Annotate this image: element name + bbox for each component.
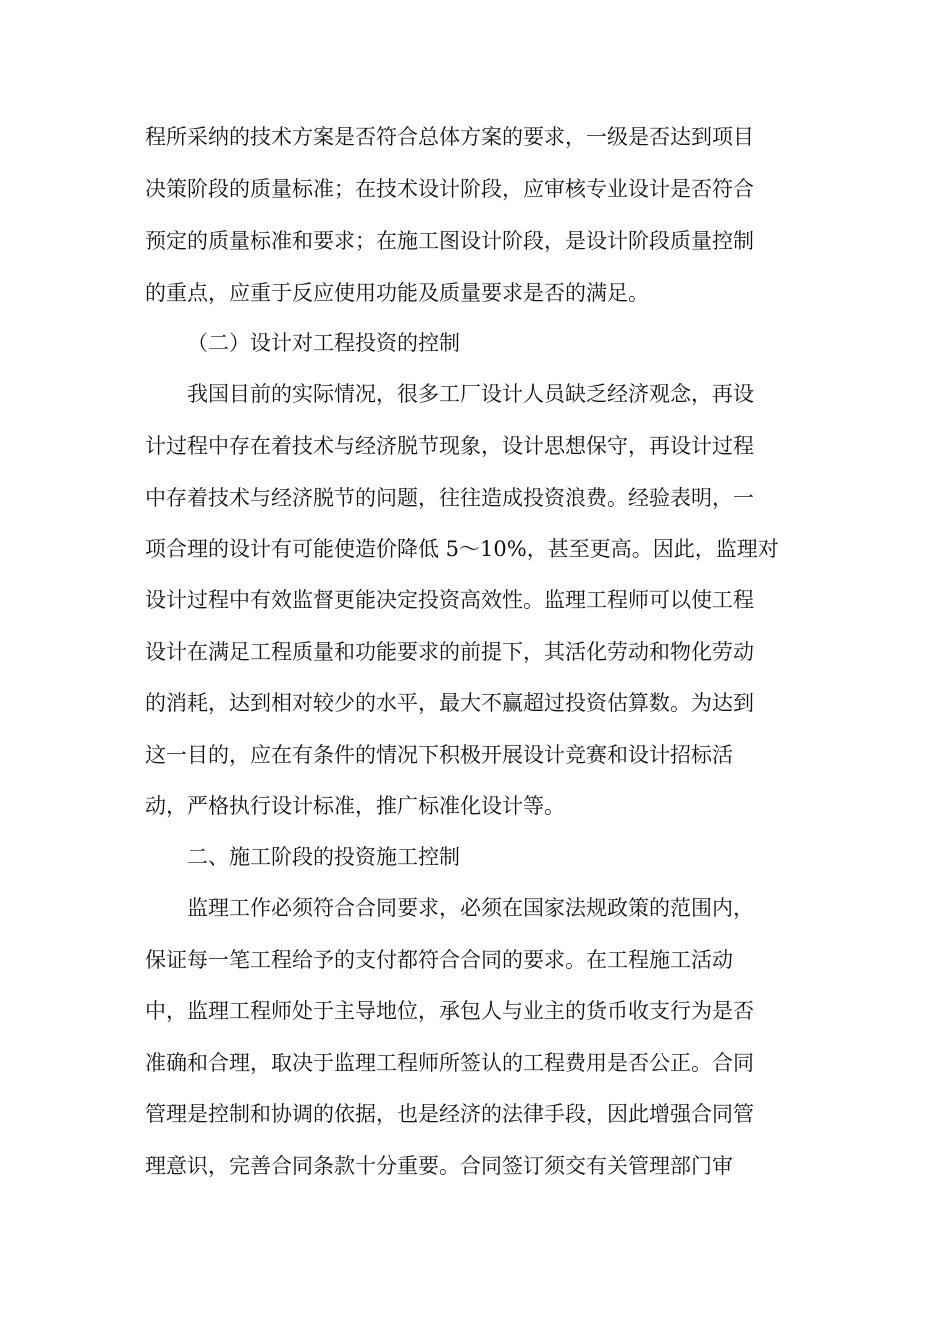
text-line: 程所采纳的技术方案是否符合总体方案的要求，一级是否达到项目 — [145, 125, 754, 149]
section-heading: （二）设计对工程投资的控制 — [187, 331, 460, 355]
text-line: 设计在满足工程质量和功能要求的前提下，其活化劳动和物化劳动 — [145, 640, 754, 664]
text-line: 计过程中存在着技术与经济脱节现象，设计思想保守，再设计过程 — [145, 434, 754, 458]
text-line: 设计过程中有效监督更能决定投资高效性。监理工程师可以使工程 — [145, 588, 754, 612]
text-line: 准确和合理，取决于监理工程师所签认的工程费用是否公正。合同 — [145, 1051, 754, 1075]
text-line: 决策阶段的质量标准；在技术设计阶段，应审核专业设计是否符合 — [145, 177, 754, 201]
text-line: 的消耗，达到相对较少的水平，最大不赢超过投资估算数。为达到 — [145, 691, 754, 715]
section-heading: 二、施工阶段的投资施工控制 — [187, 845, 460, 869]
text-line: 理意识，完善合同条款十分重要。合同签订须交有关管理部门审 — [145, 1154, 733, 1178]
text-line: 中存着技术与经济脱节的问题，往往造成投资浪费。经验表明，一 — [145, 486, 754, 510]
text-line: 的重点，应重于反应使用功能及质量要求是否的满足。 — [145, 281, 649, 305]
text-line: 保证每一笔工程给予的支付都符合合同的要求。在工程施工活动 — [145, 948, 733, 972]
paragraph-first-line: 我国目前的实际情况，很多工厂设计人员缺乏经济观念，再设 — [187, 382, 754, 406]
text-line: 中，监理工程师处于主导地位，承包人与业主的货币收支行为是否 — [145, 999, 754, 1023]
text-line: 动，严格执行设计标准，推广标准化设计等。 — [145, 794, 565, 818]
text-line: 项合理的设计有可能使造价降低 5～10%，甚至更高。因此，监理对 — [145, 537, 779, 561]
text-line: 这一目的，应在有条件的情况下积极开展设计竞赛和设计招标活 — [145, 743, 733, 767]
text-line: 管理是控制和协调的依据，也是经济的法律手段，因此增强合同管 — [145, 1102, 754, 1126]
text-line: 预定的质量标准和要求；在施工图设计阶段，是设计阶段质量控制 — [145, 229, 754, 253]
paragraph-first-line: 监理工作必须符合合同要求，必须在国家法规政策的范围内， — [187, 896, 754, 920]
